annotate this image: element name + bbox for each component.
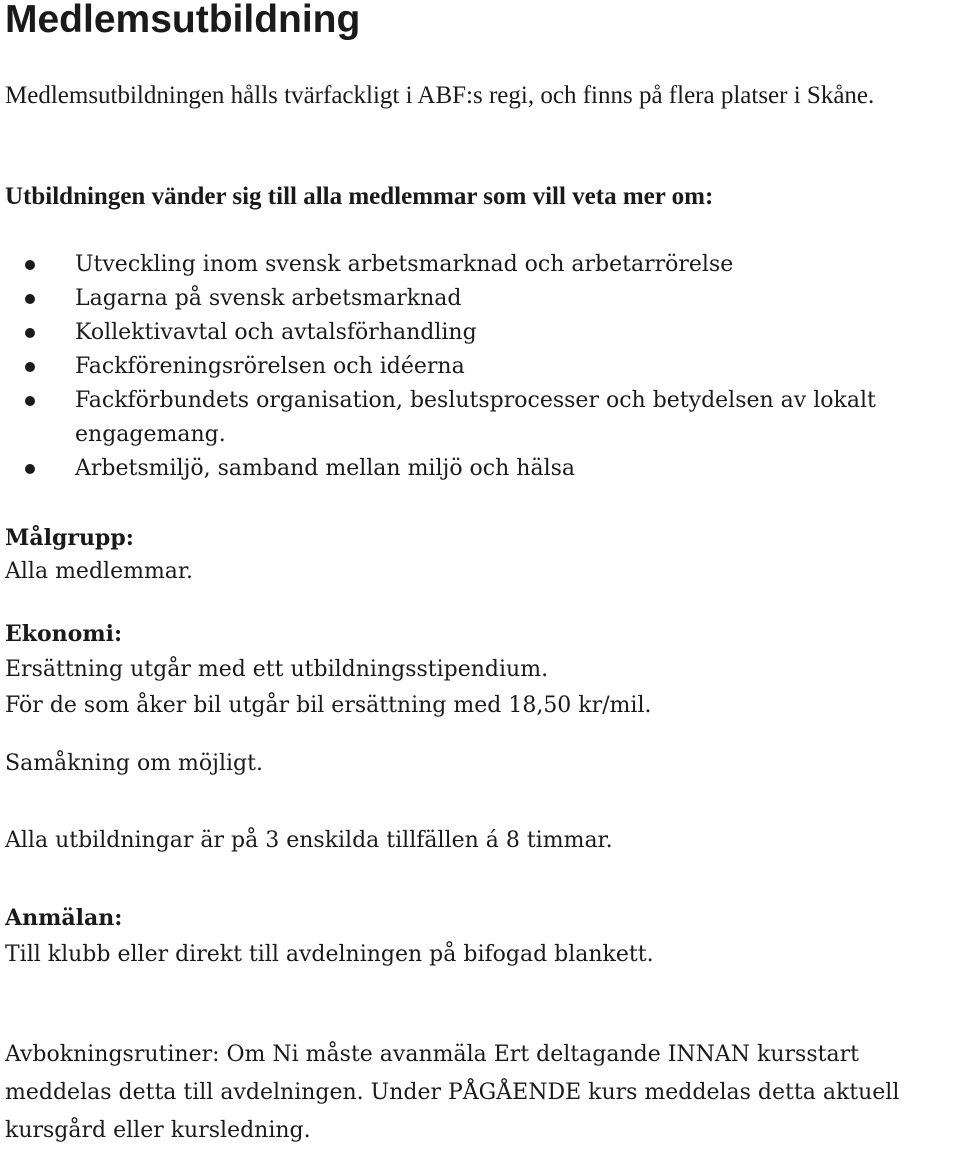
bullet-icon	[25, 328, 35, 338]
list-item	[5, 384, 955, 452]
ekonomi-line-1: Ersättning utgår med ett utbildningsstipendium.	[5, 657, 549, 682]
list-item-text: Fackförbundets organisation, beslutsprocesser och betydelsen av lokalt engagemang.	[75, 388, 876, 447]
bullet-icon	[25, 362, 35, 372]
topics-list	[5, 248, 955, 486]
list-item-text: Arbetsmiljö, samband mellan miljö och hälsa	[75, 456, 576, 481]
ekonomi-label: Ekonomi:	[5, 621, 123, 647]
list-item	[5, 282, 955, 316]
bullet-icon	[25, 294, 35, 304]
topics-heading: Utbildningen vänder sig till alla medlemmar som vill veta mer om:	[5, 183, 714, 210]
anmalan-label: Anmälan:	[5, 905, 123, 931]
list-item-text: Utveckling inom svensk arbetsmarknad och arbetarrörelse	[75, 252, 734, 277]
samakning-text: Samåkning om möjligt.	[5, 751, 263, 776]
list-item	[5, 248, 955, 282]
list-item	[5, 452, 955, 486]
bullet-icon	[25, 464, 35, 474]
bullet-icon	[25, 260, 35, 270]
malgrupp-label: Målgrupp:	[5, 525, 134, 551]
list-item	[5, 350, 955, 384]
bullet-icon	[25, 396, 35, 406]
anmalan-text: Till klubb eller direkt till avdelningen på bifogad blankett.	[5, 942, 654, 967]
list-item-text: Lagarna på svensk arbetsmarknad	[75, 286, 462, 311]
page-title: Medlemsutbildning	[5, 0, 361, 41]
list-item-text: Fackföreningsrörelsen och idéerna	[75, 354, 465, 379]
list-item-text: Kollektivavtal och avtalsförhandling	[75, 320, 477, 345]
intro-paragraph: Medlemsutbildningen hålls tvärfackligt i ABF:s regi, och finns på flera platser i Skåne.	[5, 82, 875, 109]
avbokning-paragraph: Avbokningsrutiner: Om Ni måste avanmäla Ert deltagande INNAN kursstart meddelas detta till avdelningen. Under PÅGÅENDE kurs meddelas detta aktuell kursgård eller kursledning.	[5, 1042, 900, 1143]
ekonomi-line-2: För de som åker bil utgår bil ersättning med 18,50 kr/mil.	[5, 693, 652, 718]
tillfallen-text: Alla utbildningar är på 3 enskilda tillfällen á 8 timmar.	[5, 828, 613, 853]
malgrupp-text: Alla medlemmar.	[5, 559, 194, 584]
list-item	[5, 316, 955, 350]
